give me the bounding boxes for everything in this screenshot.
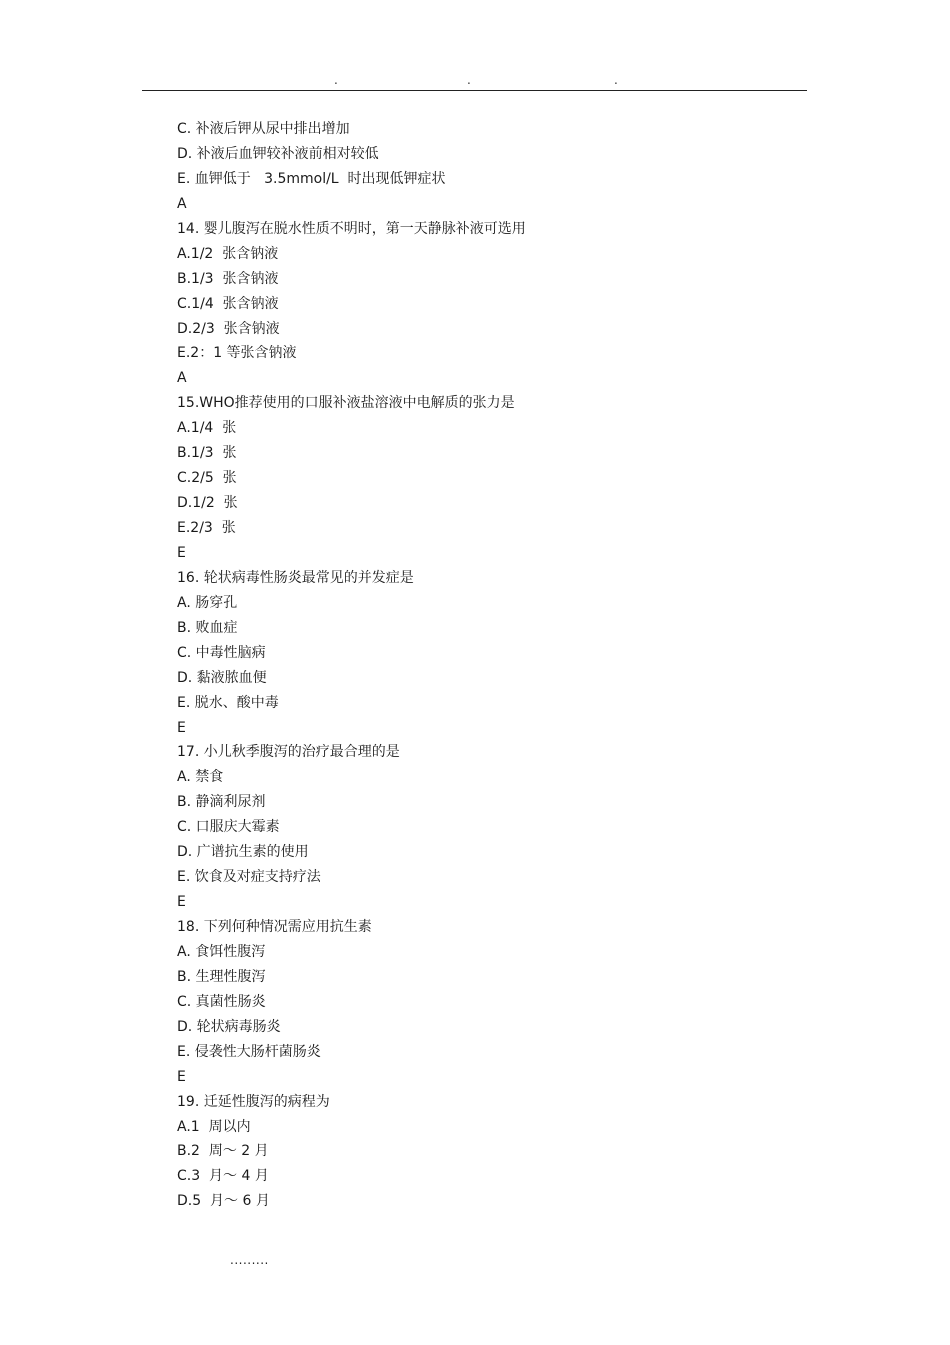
page-footer: ......... bbox=[230, 1253, 269, 1267]
option-line: B. 生理性腹泻 bbox=[177, 968, 266, 985]
option-line: B.1/3 张含钠液 bbox=[177, 270, 279, 287]
header-dot: . bbox=[467, 73, 471, 87]
option-line: C. 中毒性脑病 bbox=[177, 644, 266, 661]
header-dot: . bbox=[334, 73, 338, 87]
option-line: D. 黏液脓血便 bbox=[177, 669, 267, 686]
question-line: 14. 婴儿腹泻在脱水性质不明时，第一天静脉补液可选用 bbox=[177, 220, 526, 237]
option-line: A. 禁食 bbox=[177, 769, 224, 786]
option-line: B. 败血症 bbox=[177, 619, 238, 636]
option-line: C. 补液后钾从尿中排出增加 bbox=[177, 121, 350, 137]
option-line: E. 饮食及对症支持疗法 bbox=[177, 869, 321, 886]
option-line: E.2：1 等张含钠液 bbox=[177, 345, 297, 362]
option-line: A.1 周以内 bbox=[177, 1118, 251, 1135]
option-line: D.2/3 张含钠液 bbox=[177, 320, 280, 337]
question-line: 19. 迁延性腹泻的病程为 bbox=[177, 1093, 330, 1110]
answer-line: E bbox=[177, 719, 186, 736]
question-line: 18. 下列何种情况需应用抗生素 bbox=[177, 919, 372, 935]
option-line: D. 补液后血钾较补液前相对较低 bbox=[177, 145, 379, 162]
option-line: A. 肠穿孔 bbox=[177, 594, 238, 611]
option-line: B.1/3 张 bbox=[177, 445, 237, 462]
option-line: A.1/4 张 bbox=[177, 420, 237, 437]
option-line: E. 侵袭性大肠杆菌肠炎 bbox=[177, 1043, 321, 1060]
option-line: C.2/5 张 bbox=[177, 470, 237, 487]
option-line: E.2/3 张 bbox=[177, 520, 236, 536]
answer-line: A bbox=[177, 370, 187, 387]
option-line: A. 食饵性腹泻 bbox=[177, 943, 266, 960]
answer-line: E bbox=[177, 544, 186, 561]
question-line: 16. 轮状病毒性肠炎最常见的并发症是 bbox=[177, 569, 414, 586]
option-line: D.5 月～ 6 月 bbox=[177, 1193, 270, 1210]
document-body bbox=[177, 117, 777, 1214]
question-line: 15.WHO推荐使用的口服补液盐溶液中电解质的张力是 bbox=[177, 395, 515, 412]
question-line: 17. 小儿秋季腹泻的治疗最合理的是 bbox=[177, 744, 400, 761]
option-line: D.1/2 张 bbox=[177, 495, 238, 512]
option-line: D. 广谱抗生素的使用 bbox=[177, 844, 309, 861]
answer-line: A bbox=[177, 195, 187, 212]
option-line: B. 静滴利尿剂 bbox=[177, 794, 266, 811]
option-line: C.1/4 张含钠液 bbox=[177, 295, 279, 312]
option-line: D. 轮状病毒肠炎 bbox=[177, 1018, 281, 1035]
answer-line: E bbox=[177, 1068, 186, 1085]
header-rule bbox=[142, 90, 807, 91]
option-line: C. 真菌性肠炎 bbox=[177, 993, 266, 1010]
option-line: C.3 月～ 4 月 bbox=[177, 1168, 269, 1185]
answer-line: E bbox=[177, 894, 186, 911]
option-line: E. 脱水、酸中毒 bbox=[177, 694, 279, 711]
option-line: B.2 周～ 2 月 bbox=[177, 1143, 269, 1160]
option-line: A.1/2 张含钠液 bbox=[177, 245, 279, 262]
option-line: E. 血钾低于 3.5mmol/L 时出现低钾症状 bbox=[177, 170, 446, 187]
header-dot: . bbox=[614, 73, 618, 87]
option-line: C. 口服庆大霉素 bbox=[177, 819, 280, 836]
